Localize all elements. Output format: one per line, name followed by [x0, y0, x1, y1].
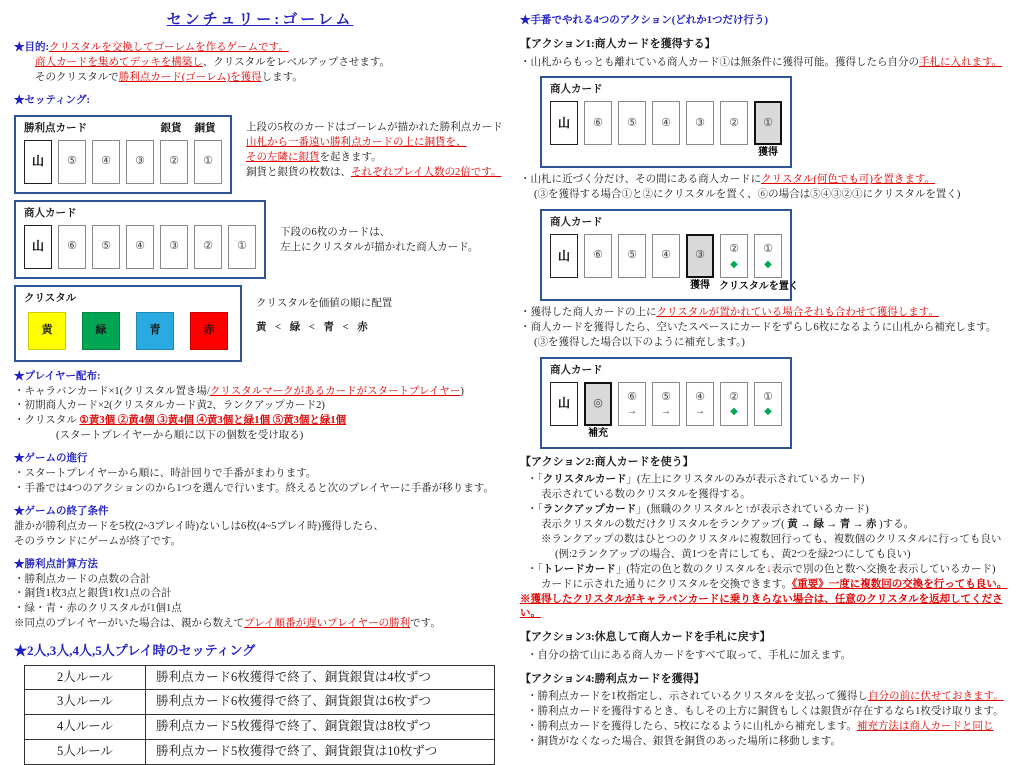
card-山: 山 — [24, 140, 52, 184]
text-line: 表示クリスタルの数だけクリスタルをランクアップ( 黄 → 緑 → 青 → 赤 )する。 — [541, 519, 915, 530]
card-山: 山 — [550, 234, 578, 278]
text-line: 上段の5枚のカードはゴーレムが描かれた勝利点カード — [246, 121, 503, 133]
card-②: ② — [160, 140, 188, 184]
card-⑥: ⑥ — [584, 234, 612, 278]
progress-heading: ★ゲームの進行 — [14, 453, 88, 465]
purpose-section — [14, 41, 506, 86]
card-caption: クリスタルを置く — [719, 281, 799, 293]
player-count-table — [24, 665, 495, 765]
setting-heading: ★セッティング: — [14, 95, 90, 107]
end-condition-heading: ★ゲームの終了条件 — [14, 505, 109, 517]
rule-cell: 5人ルール — [25, 739, 146, 764]
text-line: 表示されている数のクリスタルを獲得する。 — [541, 489, 751, 501]
text-line: クリスタルを価値の順に配置 — [256, 297, 393, 309]
diagram-label: 商人カード — [550, 364, 603, 376]
crystal-赤: 赤 — [190, 312, 228, 350]
text-line: ・勝利点カードの点数の合計 — [14, 573, 151, 585]
card-⑤: ⑤ — [618, 101, 646, 145]
shift-arrow-icon: → — [695, 406, 705, 418]
card-⑥: ⑥ → — [618, 382, 646, 426]
table-row — [25, 665, 495, 690]
diagram-label: 勝利点カード — [24, 122, 87, 134]
desc-cell: 勝利点カード6枚獲得で終了、銅貨銀貨は6枚ずつ — [146, 690, 495, 715]
crystal-diamond-icon: ◆ — [730, 406, 738, 418]
text-line: ★目的:クリスタルを交換してゴーレムを作るゲームです。 — [14, 42, 289, 54]
text-line: ・「トレードカード」(特定の色と数のクリスタルを↓表示で別の色と数へ交換を表示しているカード) — [527, 563, 996, 575]
crystal-diamond-icon: ◆ — [764, 406, 772, 418]
action3-heading: 【アクション3:休息して商人カードを手札に戻す】 — [520, 631, 771, 644]
action4-section — [520, 690, 1016, 750]
text-line: ・クリスタル ①黄3個 ②黄4個 ③黄4個 ④黄3個と緑1個 ⑤黄3個と緑1個 — [14, 415, 347, 427]
scoring-heading: ★勝利点計算方法 — [14, 558, 98, 570]
text-line: 山札から一番遠い勝利点カードの上に銅貨を、 — [246, 136, 467, 148]
text-line: ・手番では4つのアクションのから1つを選んで行います。終えると次のプレイヤーに手番が移ります。 — [14, 482, 494, 494]
text-line: ・山札からもっとも離れている商人カード①は無条件に獲得可能。獲得したら自分の手札に入れます。 — [520, 56, 1003, 68]
action3-section — [520, 649, 1016, 664]
text-line: 左上にクリスタルが描かれた商人カード。 — [280, 241, 479, 253]
text-line: ・緑・青・赤のクリスタルが1個1点 — [14, 603, 182, 615]
card-山: 山 — [550, 101, 578, 145]
card-④: ④ — [92, 140, 120, 184]
action1-diagram-acquire — [540, 76, 792, 168]
crystal-diagram — [14, 285, 242, 362]
text-line: (例:2ランクアップの場合、黄1つを青にしても、黄2つを緑2つにしても良い) — [555, 548, 911, 560]
desc-cell: 勝利点カード5枚獲得で終了、銅貨銀貨は8枚ずつ — [146, 715, 495, 740]
text-line: ※同点のプレイヤーがいた場合は、親から数えてプレイ順番が遅いプレイヤーの勝利です。 — [14, 618, 441, 630]
card-①: ① — [228, 225, 256, 269]
card-③: ③ — [686, 101, 714, 145]
end-condition-section — [14, 520, 506, 550]
left-column — [14, 6, 512, 758]
text-line: 黄 < 緑 < 青 < 赤 — [256, 321, 371, 333]
text-line: ※ランクアップの数はひとつのクリスタルに複数回行っても、複数個のクリスタルに行っても良い — [541, 533, 1002, 545]
document-title: センチュリー:ゴーレム — [166, 12, 354, 28]
text-line: ・山札に近づく分だけ、その間にある商人カードにクリスタル(何色でも可)を置きます。 — [520, 174, 936, 186]
card-caption: 補充 — [588, 427, 608, 439]
player-count-heading: ★2人,3人,4人,5人プレイ時のセッティング — [14, 643, 256, 659]
text-line: カードに示された通りにクリスタルを交換できます。《重要》一度に複数回の交換を行っても良い。 — [541, 578, 1008, 590]
card-①: ① ◆ — [754, 234, 782, 278]
coin-label: 銅貨 — [194, 122, 216, 134]
text-line: 銅貨と銀貨の枚数は、それぞれプレイ人数の2倍です。 — [246, 166, 502, 178]
victory-point-setup — [14, 115, 506, 194]
text-line: ・獲得した商人カードの上にクリスタルが置かれている場合それも合わせて獲得します。 — [520, 307, 939, 319]
text-line: 下段の6枚のカードは、 — [280, 226, 391, 238]
desc-cell: 勝利点カード5枚獲得で終了、銅貨銀貨は10枚ずつ — [146, 739, 495, 764]
card-④: ④ — [652, 234, 680, 278]
card-③: ③ — [160, 225, 188, 269]
text-line: ・「クリスタルカード」(左上にクリスタルのみが表示されているカード) — [527, 474, 865, 486]
card-⑤: ⑤ — [92, 225, 120, 269]
scoring-section — [14, 573, 506, 633]
text-line: ・キャラバンカード×1(クリスタル置き場/クリスタルマークがあるカードがスタートプレイヤー) — [14, 385, 464, 397]
shift-arrow-icon: → — [627, 406, 637, 418]
crystal-note — [242, 285, 392, 362]
card-④: ④ — [126, 225, 154, 269]
text-line: ・勝利点カードを獲得するとき、もしその上方に銅貨もしくは銀貨が存在するなら1枚受け取ります。 — [527, 706, 1004, 718]
victory-card-diagram — [14, 115, 232, 194]
card-②: ② — [720, 101, 748, 145]
card-⑤: ⑤ — [58, 140, 86, 184]
action1-mid — [520, 173, 1016, 203]
text-line: ・初期商人カード×2(クリスタルカード黄2、ランクアップカード2) — [14, 400, 325, 412]
text-line: (③を獲得した場合以下のように補充します。) — [534, 336, 745, 348]
card-③: ③ 獲得 — [686, 234, 714, 278]
text-line: 商人カードを集めてデッキを構築し、クリスタルをレベルアップさせます。 — [35, 57, 391, 69]
card-山: 山 — [24, 225, 52, 269]
diagram-label: 商人カード — [550, 217, 603, 229]
shift-arrow-icon: → — [661, 406, 671, 418]
card-①: ① 獲得 — [754, 101, 782, 145]
card-caption: 獲得 — [758, 147, 778, 159]
text-line: ・「ランクアップカード」(無職のクリスタルと↑が表示されているカード) — [527, 504, 869, 516]
card-④: ④ — [652, 101, 680, 145]
text-line: ・自分の捨て山にある商人カードをすべて取って、手札に加えます。 — [527, 649, 852, 661]
victory-card-note — [232, 115, 503, 194]
text-line: ・銅貨1枚3点と銀貨1枚1点の合計 — [14, 588, 172, 600]
merchant-card-diagram — [14, 200, 266, 279]
card-②: ② ◆ クリスタルを置く — [720, 234, 748, 278]
diagram-label: クリスタル — [24, 292, 77, 304]
crystal-黄: 黄 — [28, 312, 66, 350]
action2-section — [520, 473, 1016, 622]
card-⑥: ⑥ — [58, 225, 86, 269]
text-line: ・勝利点カードを1枚指定し、示されているクリスタルを支払って獲得し自分の前に伏せておきます。 — [527, 691, 1004, 703]
card-④: ④ → — [686, 382, 714, 426]
text-line: ・勝利点カードを獲得したら、5枚になるように山札から補充します。補充方法は商人カードと同じ — [527, 721, 994, 733]
action2-heading: 【アクション2:商人カードを使う】 — [520, 455, 694, 468]
actions-heading: ★手番でやれる4つのアクション(どれか1つだけ行う) — [520, 15, 768, 26]
card-②: ② ◆ — [720, 382, 748, 426]
action4-heading: 【アクション4:勝利点カードを獲得】 — [520, 672, 705, 685]
card-⑤: ⑤ — [618, 234, 646, 278]
right-column — [512, 6, 1016, 748]
crystal-setup — [14, 285, 506, 362]
text-line: その左隣に銀貨を起きます。 — [246, 151, 382, 163]
diagram-label: 商人カード — [550, 84, 603, 96]
rule-cell: 2人ルール — [25, 665, 146, 690]
crystal-diamond-icon: ◆ — [764, 258, 772, 270]
coin-label: 銀貨 — [160, 122, 182, 134]
crystal-緑: 緑 — [82, 312, 120, 350]
merchant-setup — [14, 200, 506, 279]
card-②: ② — [194, 225, 222, 269]
text-line: (スタートプレイヤーから順に以下の個数を受け取る) — [56, 430, 304, 442]
text-line: そのラウンドにゲームが終了です。 — [14, 535, 182, 547]
text-line: ・商人カードを獲得したら、空いたスペースにカードをずらし6枚になるように山札から補充します。 — [520, 321, 997, 333]
progress-section — [14, 467, 506, 497]
players-section — [14, 385, 506, 445]
action1-diagram-refill — [540, 357, 792, 449]
card-⑥: ⑥ — [584, 101, 612, 145]
action1-heading: 【アクション1:商人カードを獲得する】 — [520, 37, 716, 50]
text-line: (③を獲得する場合①と②にクリスタルを置く、⑥の場合は⑤④③②①にクリスタルを置く) — [534, 189, 961, 201]
crystal-青: 青 — [136, 312, 174, 350]
table-row — [25, 690, 495, 715]
text-line: ・銅貨がなくなった場合、銀貨を銅貨のあった場所に移動します。 — [527, 736, 842, 748]
action1-diagram-place-crystal — [540, 209, 799, 301]
card-①: ① ◆ — [754, 382, 782, 426]
merchant-card-note — [266, 200, 478, 279]
card-⑤: ⑤ → — [652, 382, 680, 426]
text-line: ※獲得したクリスタルがキャラバンカードに乗りきらない場合は、任意のクリスタルを返却してください。 — [520, 593, 1003, 620]
desc-cell: 勝利点カード6枚獲得で終了、銅貨銀貨は4枚ずつ — [146, 665, 495, 690]
rule-cell: 3人ルール — [25, 690, 146, 715]
text-line: ・スタートプレイヤーから順に、時計回りで手番がまわります。 — [14, 468, 317, 480]
players-heading: ★プレイヤー配布: — [14, 370, 101, 382]
rule-cell: 4人ルール — [25, 715, 146, 740]
text-line: そのクリスタルで勝利点カード(ゴーレム)を獲得します。 — [35, 72, 303, 84]
card-caption: 獲得 — [690, 280, 710, 292]
table-row — [25, 739, 495, 764]
text-line: 誰かが勝利点カードを5枚(2~3プレイ時)ないしは6枚(4~5プレイ時)獲得したら、 — [14, 520, 384, 532]
card-③: ③ — [126, 140, 154, 184]
card-山: 山 — [550, 382, 578, 426]
card-①: ① — [194, 140, 222, 184]
table-row — [25, 715, 495, 740]
card-◎: ◎ 補充 — [584, 382, 612, 426]
action1-lead — [520, 56, 1016, 71]
diagram-label: 商人カード — [24, 207, 77, 219]
crystal-diamond-icon: ◆ — [730, 258, 738, 270]
action1-tail — [520, 306, 1016, 351]
